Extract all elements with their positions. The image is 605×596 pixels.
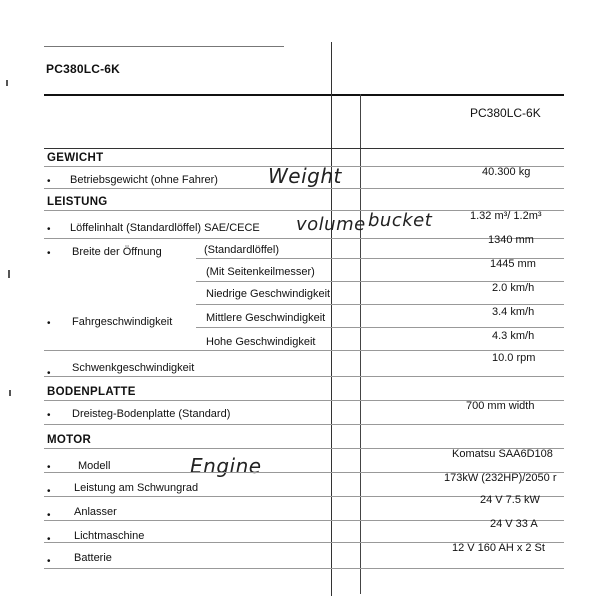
handwritten-note: Engine: [190, 454, 262, 478]
header-rule: [44, 94, 564, 96]
column-divider-2: [360, 94, 361, 594]
row-label: Löffelinhalt (Standardlöffel) SAE/CECE: [70, 222, 260, 234]
row-value: 1445 mm: [490, 258, 536, 270]
row-value: 700 mm width: [466, 400, 535, 412]
bullet: •: [47, 318, 51, 329]
row-value: 2.0 km/h: [492, 282, 535, 294]
row-rule: [196, 327, 564, 328]
row-value: 24 V 7.5 kW: [480, 494, 540, 506]
row-label: Schwenkgeschwindigkeit: [72, 362, 195, 374]
row-label: Modell: [78, 460, 111, 472]
row-value: 40.300 kg: [482, 166, 531, 178]
bullet: •: [47, 462, 51, 473]
scan-mark: [9, 390, 11, 396]
bullet: •: [47, 534, 51, 545]
row-rule: [44, 520, 564, 521]
model-column-header: PC380LC-6K: [470, 106, 541, 120]
row-label: Anlasser: [74, 506, 117, 518]
handwritten-note: volume: [296, 214, 366, 235]
row-value: 3.4 km/h: [492, 306, 535, 318]
section-rule: [44, 148, 564, 149]
row-sublabel: Niedrige Geschwindigkeit: [206, 288, 331, 300]
row-label: Betriebsgewicht (ohne Fahrer): [70, 174, 218, 186]
row-sublabel: Hohe Geschwindigkeit: [206, 336, 316, 348]
top-rule: [44, 46, 284, 47]
scan-mark: [8, 270, 10, 278]
bullet: •: [47, 224, 51, 235]
bullet: •: [47, 486, 51, 497]
section-heading-motor: MOTOR: [47, 434, 92, 446]
bullet: •: [47, 410, 51, 421]
section-heading-leistung: LEISTUNG: [47, 196, 108, 208]
column-divider: [331, 42, 332, 596]
row-label: Fahrgeschwindigkeit: [72, 316, 173, 328]
bullet: •: [47, 248, 51, 259]
bullet: •: [47, 556, 51, 567]
row-value: 24 V 33 A: [490, 518, 538, 530]
handwritten-note: Weight: [268, 164, 342, 188]
row-rule: [44, 188, 564, 189]
row-sublabel: (Standardlöffel): [204, 244, 280, 256]
row-rule: [44, 238, 564, 239]
row-label: Batterie: [74, 552, 112, 564]
row-value: 1.32 m³/ 1.2m³: [470, 210, 542, 222]
row-label: Breite der Öffnung: [72, 246, 162, 258]
row-value: 10.0 rpm: [492, 352, 536, 364]
row-rule: [196, 304, 564, 305]
row-rule: [44, 424, 564, 425]
bullet: •: [47, 368, 51, 379]
handwritten-note: bucket: [368, 210, 433, 231]
scan-mark: [6, 80, 8, 86]
document-title: PC380LC-6K: [46, 62, 121, 76]
bullet: •: [47, 176, 51, 187]
row-sublabel: (Mit Seitenkeilmesser): [206, 266, 315, 278]
row-rule: [44, 350, 564, 351]
row-value: Komatsu SAA6D108: [452, 448, 553, 460]
row-sublabel: Mittlere Geschwindigkeit: [206, 312, 326, 324]
row-label: Dreisteg-Bodenplatte (Standard): [72, 408, 231, 420]
bullet: •: [47, 510, 51, 521]
section-heading-gewicht: GEWICHT: [47, 152, 104, 164]
row-value: 4.3 km/h: [492, 330, 535, 342]
row-label: Lichtmaschine: [74, 530, 145, 542]
section-heading-bodenplatte: BODENPLATTE: [47, 386, 136, 398]
row-value: 12 V 160 AH x 2 St: [452, 542, 545, 554]
row-value: 1340 mm: [488, 234, 534, 246]
row-rule: [44, 568, 564, 569]
row-value: 173kW (232HP)/2050 r: [444, 472, 557, 484]
row-label: Leistung am Schwungrad: [74, 482, 199, 494]
row-rule: [44, 376, 564, 377]
